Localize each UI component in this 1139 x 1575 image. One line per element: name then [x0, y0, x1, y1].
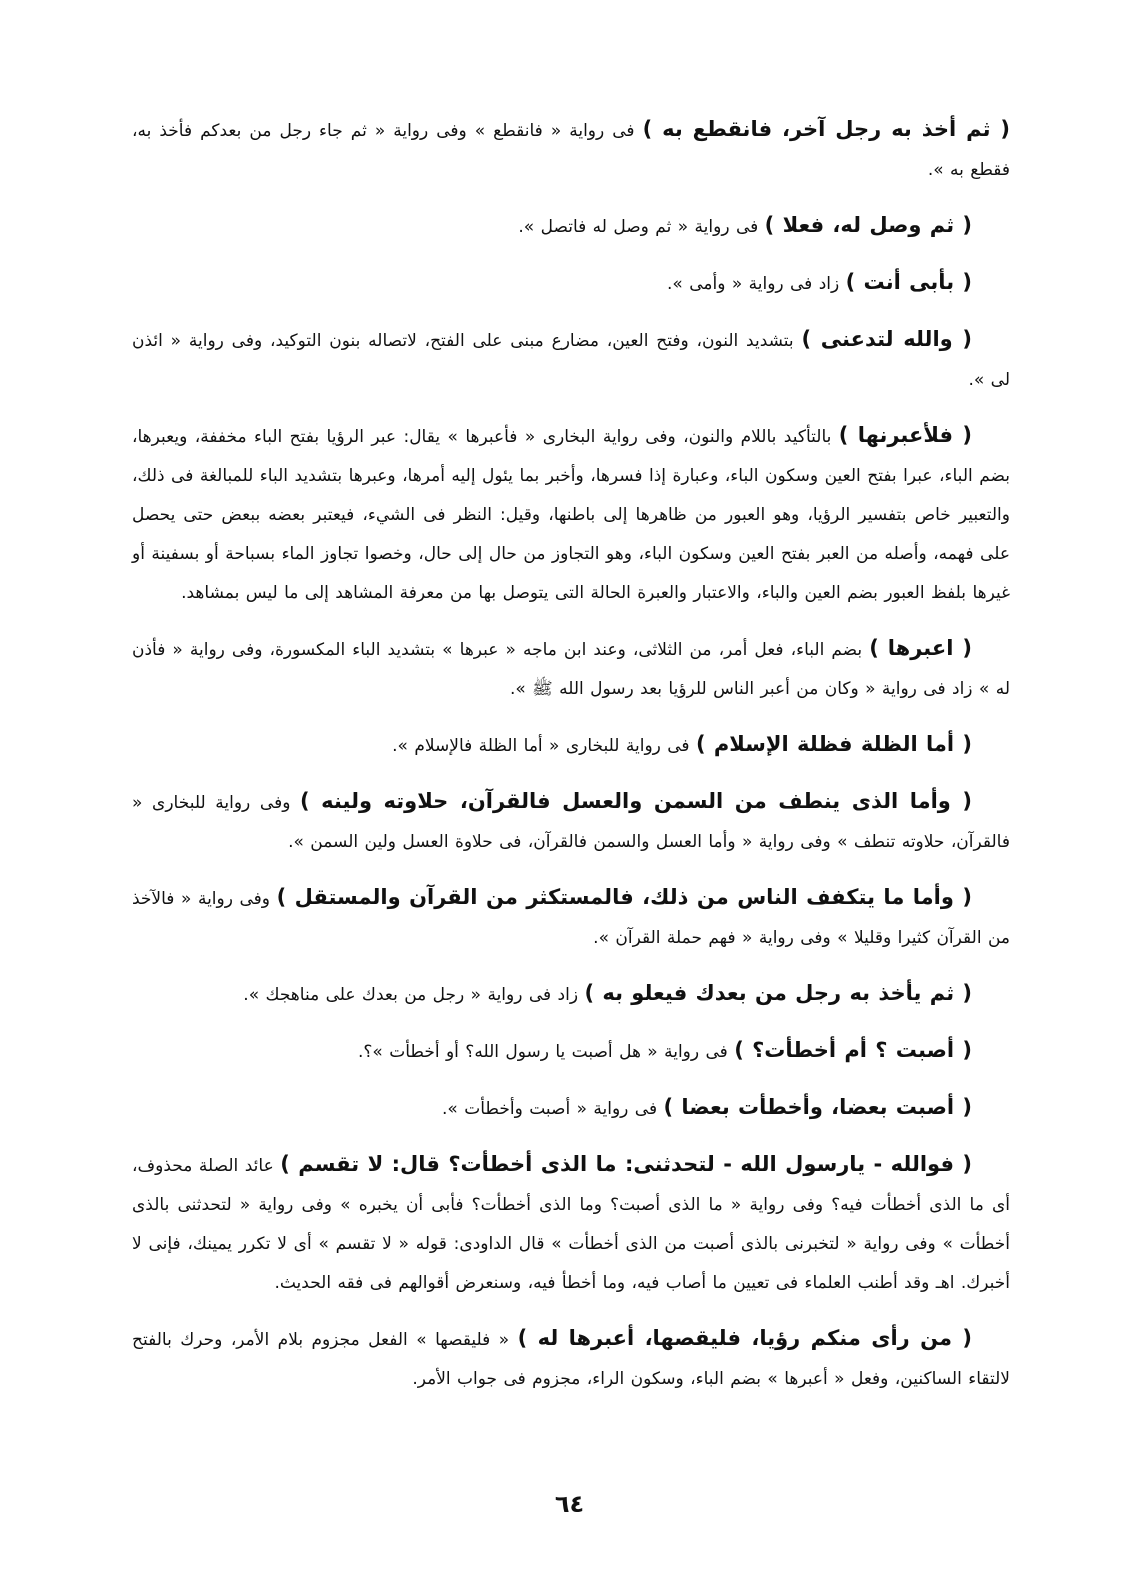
commentary-text: عائد الصلة محذوف، أى ما الذى أخطأت فيه؟ وفى رواية « ما الذى أصبت؟ وما الذى أخطأت؟ فأبى أن يخبره » وفى رواية « لتحدثنى بالذى أخطأت » وفى رواية « لتخبرنى بالذى أصبت من الذى أخطأت » قال الداودى: قوله « لا تقسم » أى لا تكرر يمينك، فإنى لا أخبرك. اهـ وقد أطنب العلماء فى تعيين ما أصاب فيه، وما أخطأ فيه، وسنعرض أقوالهم فى فقه الحديث. — [132, 1156, 1010, 1293]
paragraph-7 — [132, 725, 1010, 766]
commentary-text: زاد فى رواية « وأمى ». — [667, 274, 840, 294]
commentary-text: فى رواية للبخارى « أما الظلة فالإسلام ». — [392, 736, 690, 756]
commentary-text: وفى رواية للبخارى « فالقرآن، حلاوته تنطف » وفى رواية « وأما العسل والسمن فالقرآن، فى حلاوة العسل ولين السمن ». — [132, 793, 1010, 852]
paragraph-11 — [132, 1031, 1010, 1072]
commentary-page — [132, 110, 1010, 1415]
paragraph-10 — [132, 974, 1010, 1015]
headword: ( أصبت ؟ أم أخطأت؟ ) — [734, 1038, 972, 1062]
commentary-text: بالتأكيد باللام والنون، وفى رواية البخارى « فأعبرها » يقال: عبر الرؤيا بفتح الباء مخففة، ويعبرها، بضم الباء، عبرا بفتح العين وسكون الباء، وعبارة إذا فسرها، وأخبر بما يئول إليه أمرها، وعبرها بتشديد الباء للمبالغة فى ذلك، والتعبير خاص بتفسير الرؤيا، وهو العبور من ظاهرها إلى باطنها، وقيل: النظر فى الشيء، فيعتبر بعضه ببعض حتى يحصل على فهمه، وأصله من العبر بفتح العين وسكون الباء، وهو التجاوز من حال إلى حال، وخصوا تجاوز الماء بسباحة أو بسفينة أو غيرها بلفظ العبور بضم العين والباء، والاعتبار والعبرة الحالة التى يتوصل بها من معرفة المشاهد إلى ما ليس بمشاهد. — [132, 427, 1010, 603]
paragraph-14 — [132, 1319, 1010, 1399]
paragraph-12 — [132, 1088, 1010, 1129]
commentary-text: « فليقصها » الفعل مجزوم بلام الأمر، وحرك بالفتح لالتقاء الساكنين، وفعل « أعبرها » بضم الباء، وسكون الراء، مجزوم فى جواب الأمر. — [132, 1330, 1010, 1389]
commentary-text: وفى رواية « فالآخذ من القرآن كثيرا وقليلا » وفى رواية « فهم حملة القرآن ». — [132, 889, 1010, 948]
headword: ( اعبرها ) — [869, 636, 972, 660]
paragraph-8 — [132, 782, 1010, 862]
headword: ( ثم وصل له، فعلا ) — [764, 213, 972, 237]
headword: ( فوالله - يارسول الله - لتحدثنى: ما الذى أخطأت؟ قال: لا تقسم ) — [280, 1152, 972, 1176]
page-number: ٦٤ — [554, 1490, 585, 1518]
commentary-text: بضم الباء، فعل أمر، من الثلاثى، وعند ابن ماجه « عبرها » بتشديد الباء المكسورة، وفى رواية « فأذن له » زاد فى رواية « وكان من أعبر الناس للرؤيا بعد رسول الله ﷺ ». — [132, 640, 1010, 699]
headword: ( وأما ما يتكفف الناس من ذلك، فالمستكثر من القرآن والمستقل ) — [276, 885, 972, 909]
paragraph-4 — [132, 320, 1010, 400]
commentary-text: فى رواية « أصبت وأخطأت ». — [442, 1099, 658, 1119]
paragraph-1 — [132, 110, 1010, 190]
commentary-text: فى رواية « هل أصبت يا رسول الله؟ أو أخطأت »؟. — [357, 1042, 728, 1062]
paragraph-13 — [132, 1145, 1010, 1303]
headword: ( فلأعبرنها ) — [838, 423, 972, 447]
paragraph-9 — [132, 878, 1010, 958]
paragraph-2 — [132, 206, 1010, 247]
commentary-text: فى رواية « فانقطع » وفى رواية « ثم جاء رجل من بعدكم فأخذ به، فقطع به ». — [132, 121, 1010, 180]
headword: ( والله لتدعنى ) — [801, 327, 973, 351]
commentary-text: فى رواية « ثم وصل له فاتصل ». — [518, 217, 759, 237]
headword: ( بأبى أنت ) — [845, 270, 972, 294]
headword: ( أما الظلة فظلة الإسلام ) — [695, 732, 972, 756]
headword: ( ثم أخذ به رجل آخر، فانقطع به ) — [642, 117, 1011, 141]
headword: ( من رأى منكم رؤيا، فليقصها، أعبرها له ) — [517, 1326, 973, 1350]
commentary-text: زاد فى رواية « رجل من بعدك على مناهجك ». — [243, 985, 579, 1005]
paragraph-3 — [132, 263, 1010, 304]
headword: ( وأما الذى ينطف من السمن والعسل فالقرآن، حلاوته ولينه ) — [300, 789, 972, 813]
headword: ( ثم يأخذ به رجل من بعدك فيعلو به ) — [584, 981, 972, 1005]
paragraph-6 — [132, 629, 1010, 709]
paragraph-5 — [132, 416, 1010, 613]
headword: ( أصبت بعضا، وأخطأت بعضا ) — [663, 1095, 972, 1119]
commentary-text: بتشديد النون، وفتح العين، مضارع مبنى على الفتح، لاتصاله بنون التوكيد، وفى رواية « ائذن لى ». — [132, 331, 1010, 390]
